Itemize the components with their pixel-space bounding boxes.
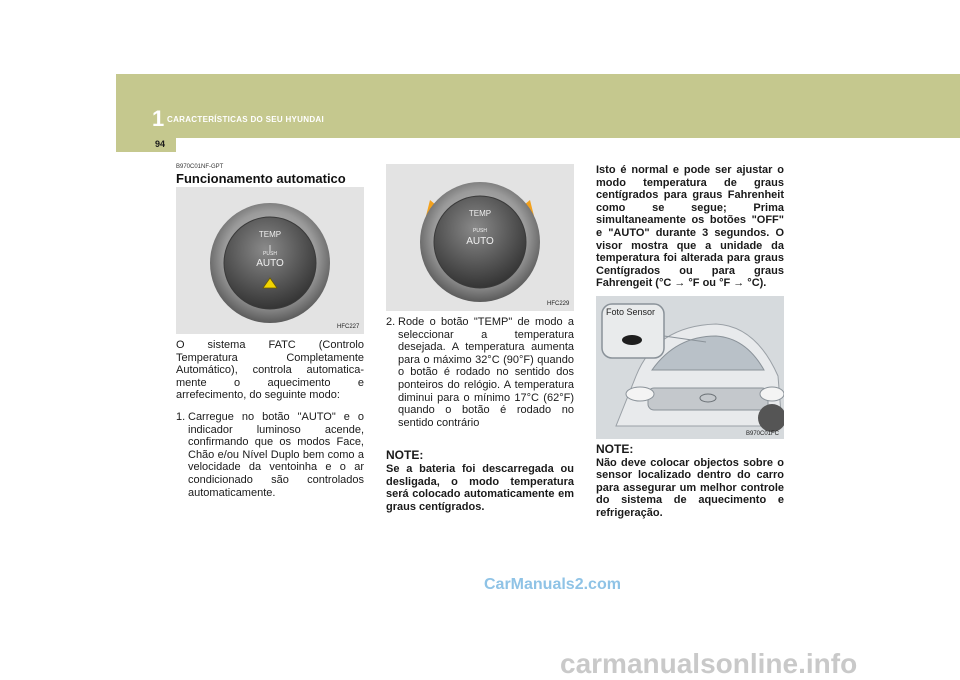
knob-temp-label: TEMP — [468, 209, 492, 218]
watermark-top[interactable]: CarManuals2.com — [484, 576, 621, 593]
chapter-number: 1 — [152, 106, 165, 131]
figure-knob-rotate — [386, 164, 574, 311]
photo-sensor-icon — [622, 335, 642, 345]
figure-knob-auto — [176, 187, 364, 334]
header-tab — [116, 138, 176, 152]
list-item — [386, 316, 574, 429]
intro-paragraph: O sistema FATC (Controlo Temperatura Completamente Automático), controla automatica-mente o aquecimento e arrefecimento, do seguinte modo: — [176, 339, 364, 402]
figure-car-sensor — [596, 296, 784, 439]
note-title: NOTE: — [596, 442, 634, 456]
knob-auto-label: AUTO — [466, 236, 494, 247]
list-number: 2. — [386, 316, 396, 328]
note-title: NOTE: — [386, 448, 424, 463]
list-text: Rode o botão "TEMP" de modo a seleccionar a temperatura desejada. A temperatura aumenta para o máximo 32°C (90°F) quando o botão é rodado no sentido dos ponteiros do relógio. A temperatura diminui para o mínimo 17°C (62°F) quando o botão é rodado no sentido contrário — [398, 316, 574, 429]
col2-body — [386, 316, 574, 513]
header-band — [116, 74, 960, 138]
section-code: B970C01NF-GPT — [176, 164, 224, 170]
knob-auto-label: AUTO — [256, 258, 284, 269]
col3-intro: Isto é normal e pode ser ajustar o modo temperatura de graus centígrados para graus Fahrenheit como se segue; Prima simultaneamente os botões "OFF" e "AUTO" durante 3 segundos. O visor mostra que a unidade da temperatura foi alterada para graus Centígrados ou para graus Fahrengeit (°C → °F ou °F → °C). — [596, 164, 784, 290]
car-sensor-illustration — [596, 296, 784, 439]
note-text: Se a bateria foi descarregada ou desligada, o modo temperatura será colocado automaticamente em graus centígrados. — [386, 462, 574, 513]
sensor-label: Foto Sensor — [606, 307, 656, 317]
figure-code: HFC227 — [337, 324, 360, 330]
note-text: Não deve colocar objectos sobre o sensor localizado dentro do carro para assegurar um melhor controle do sistema de aquecimento e refrigeração. — [596, 456, 784, 519]
figure-code: B970C01FC — [746, 431, 780, 437]
figure-code: HFC229 — [547, 301, 570, 307]
chapter-title: CARACTERÍSTICAS DO SEU HYUNDAI — [167, 115, 325, 124]
knob-push-label: PUSH — [473, 228, 487, 234]
list-number: 1. — [176, 410, 186, 423]
knob-temp-label: TEMP — [258, 230, 282, 239]
knob-rotate-illustration — [386, 164, 574, 311]
knob-push-label: PUSH — [263, 251, 277, 257]
list-item — [176, 411, 364, 499]
knob-auto-illustration — [176, 187, 364, 334]
watermark-bottom[interactable]: carmanualsonline.info — [560, 648, 858, 679]
col1-body — [176, 339, 364, 499]
section-heading: Funcionamento automatico — [176, 171, 346, 186]
col3-note — [596, 443, 784, 520]
page-number: 94 — [155, 139, 166, 149]
list-text: Carregue no botão "AUTO" e o indicador luminoso acende, confirmando que os modos Face, Chão e/ou Nível Duplo bem como a velocidade da ventoinha e o ar condicionado são controlados automaticamente. — [188, 410, 364, 499]
